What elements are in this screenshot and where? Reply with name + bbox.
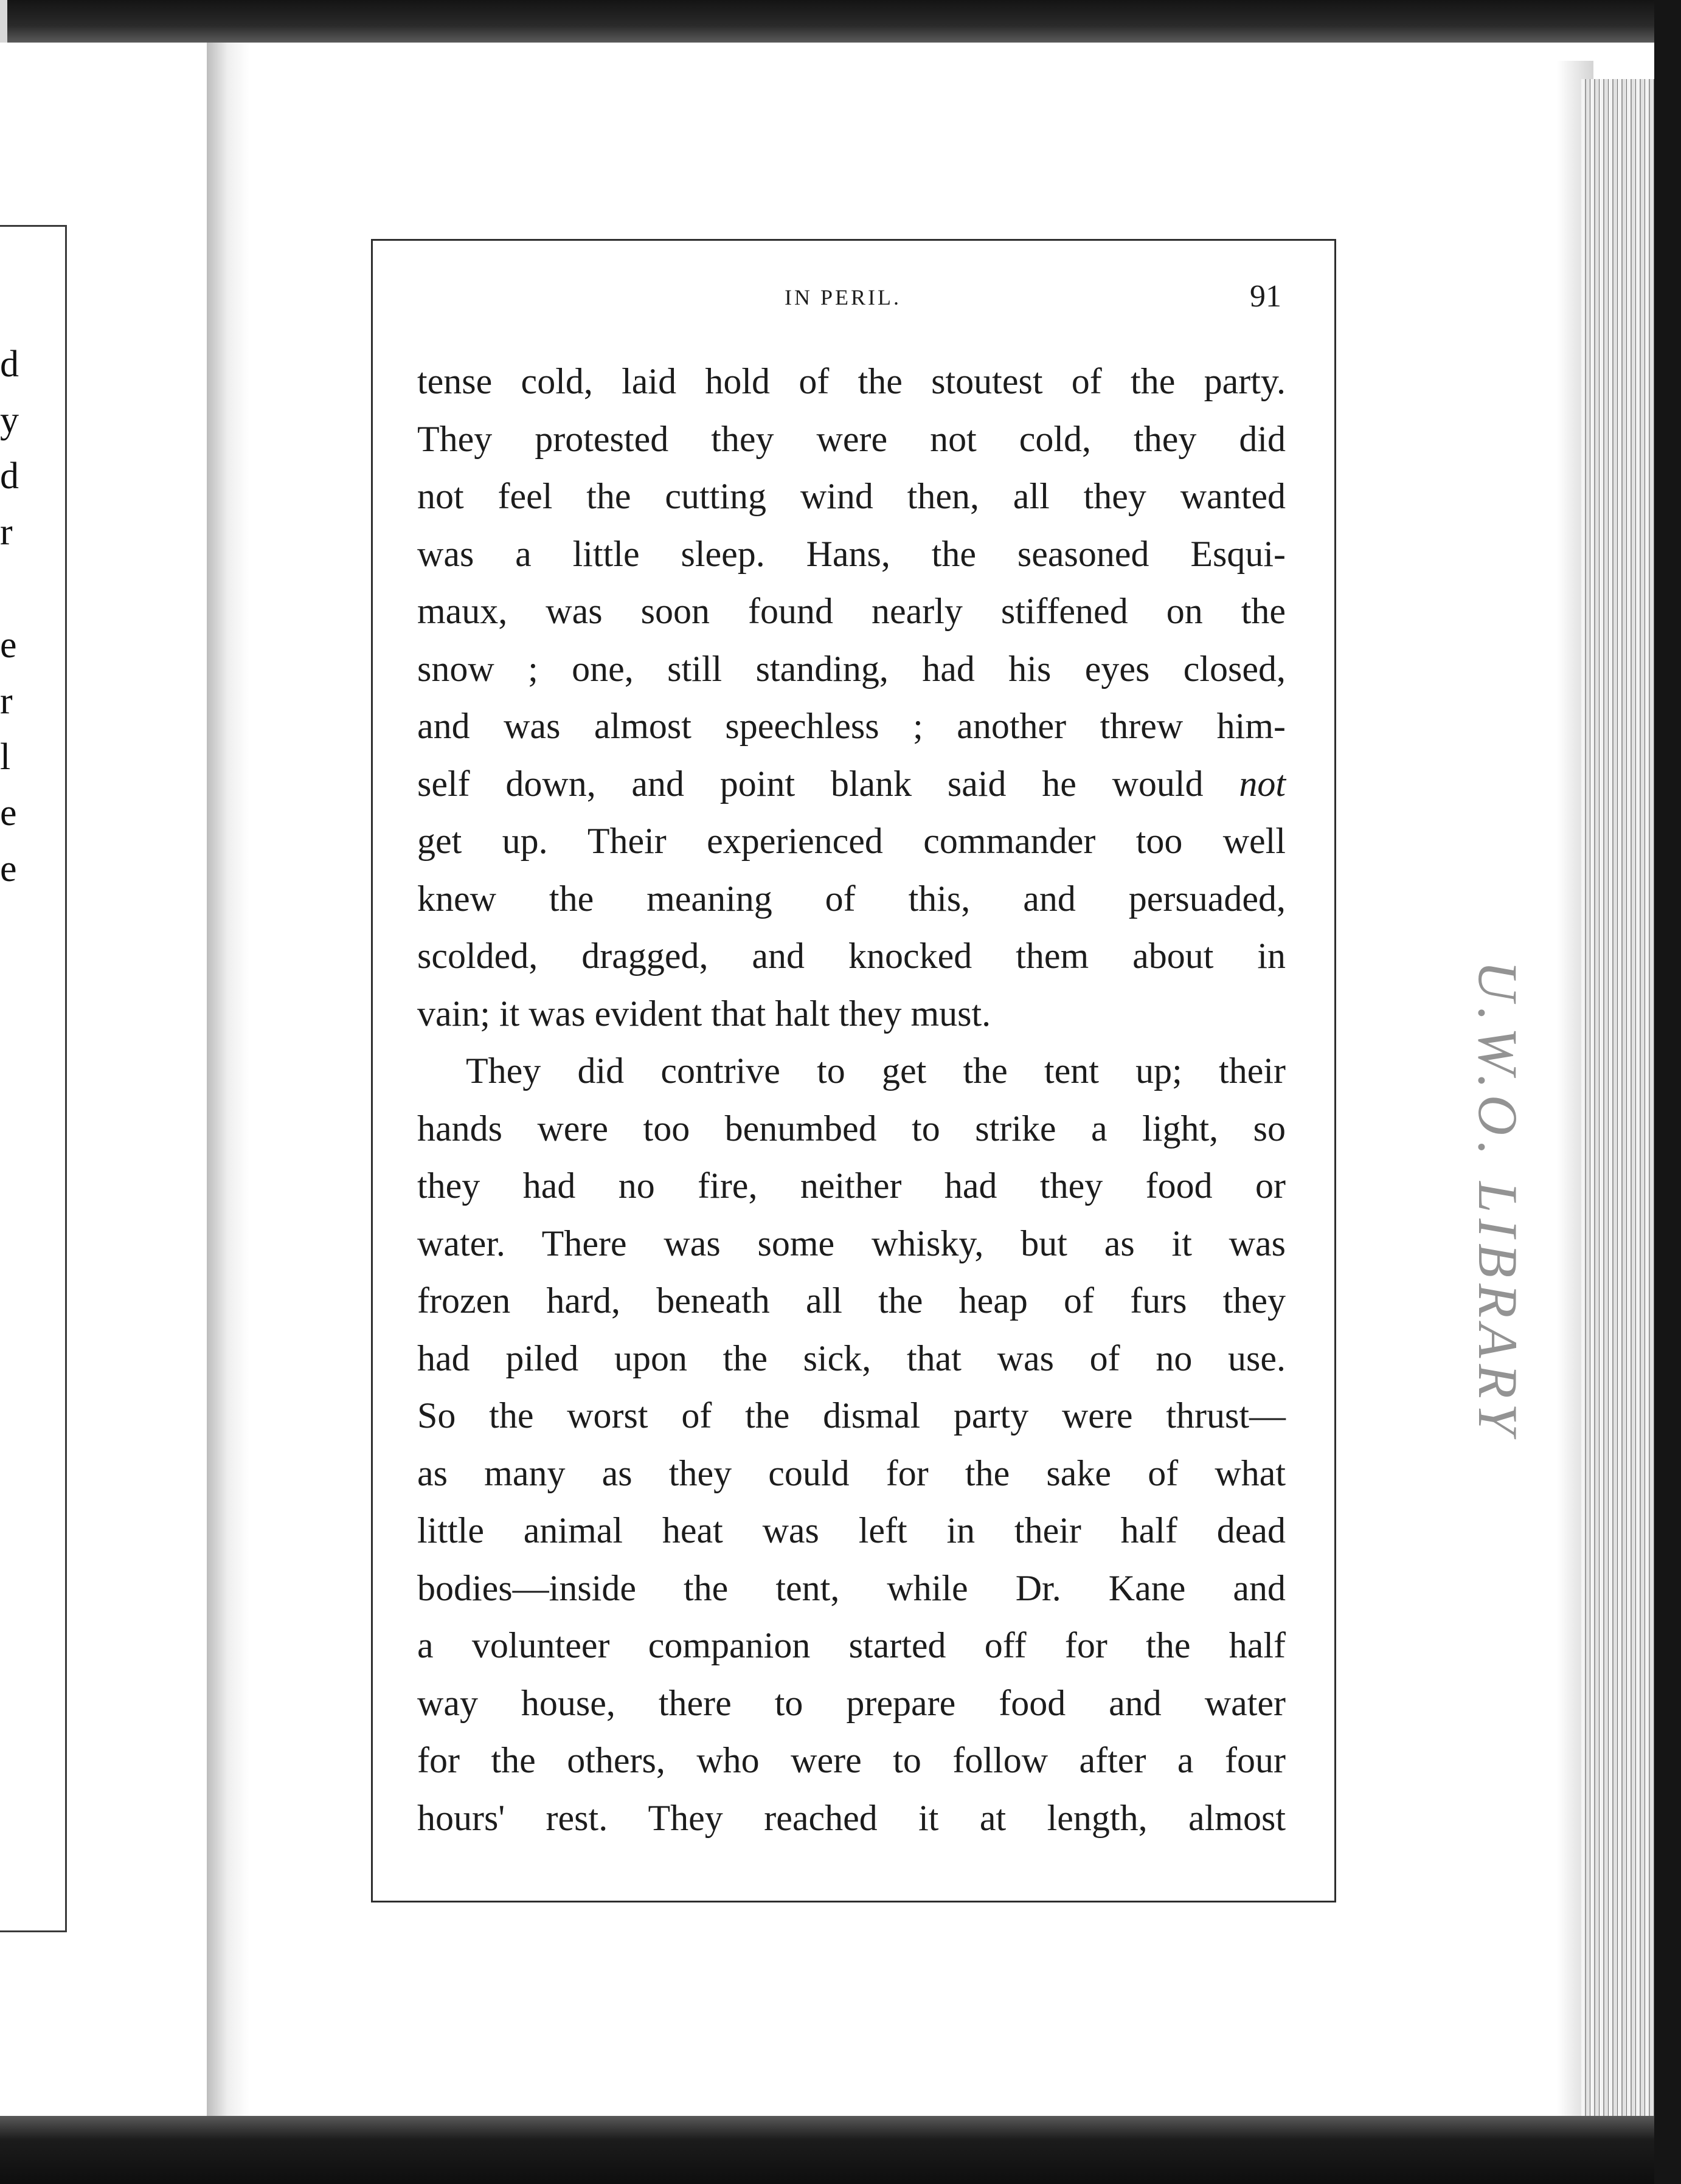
text-line: water. There was some whisky, but as it was xyxy=(417,1223,1286,1263)
text-line: maux, was soon found nearly stiffened on the xyxy=(417,591,1286,631)
text-line: snow ; one, still standing, had his eyes closed, xyxy=(417,648,1286,689)
text-line: scolded, dragged, and knocked them about in xyxy=(417,936,1286,976)
text-line: knew the meaning of this, and persuaded, xyxy=(417,878,1286,919)
text-line: bodies—inside the tent, while Dr. Kane and xyxy=(417,1567,1286,1608)
running-head: IN PERIL. xyxy=(785,285,901,309)
left-fragment: d xyxy=(0,344,19,385)
library-stamp: U.W.O. LIBRARY xyxy=(1467,961,1529,1441)
text-line: vain; it was evident that halt they must. xyxy=(417,993,991,1034)
text-line: hours' rest. They reached it at length, almost xyxy=(417,1797,1286,1838)
left-fragment: l xyxy=(0,736,11,778)
paragraph-2 xyxy=(417,1042,1286,1847)
text-line: frozen hard, beneath all the heap of furs they xyxy=(417,1280,1286,1321)
book-fore-edge xyxy=(1581,79,1654,2128)
scan-border-bottom xyxy=(0,2116,1681,2184)
text-line: way house, there to prepare food and water xyxy=(417,1682,1286,1723)
text-line: for the others, who were to follow after a four xyxy=(417,1740,1286,1780)
text-line: hands were too benumbed to strike a light, so xyxy=(417,1108,1286,1149)
text-line: had piled upon the sick, that was of no use. xyxy=(417,1338,1286,1378)
left-fragment: r xyxy=(0,511,13,553)
page-body-text xyxy=(417,353,1286,1847)
book-gutter xyxy=(207,43,249,2116)
scan-border-top xyxy=(0,0,1681,43)
text-line: They did contrive to get the tent up; their xyxy=(466,1051,1286,1091)
left-fragment: e xyxy=(0,624,17,666)
text-line: tense cold, laid hold of the stoutest of the party. xyxy=(417,361,1286,401)
text-line-start: self down, and point blank said he would xyxy=(417,763,1204,804)
left-fragment: r xyxy=(0,680,13,722)
text-line: a volunteer companion started off for the half xyxy=(417,1625,1286,1665)
text-line-with-emphasis xyxy=(417,755,1286,813)
left-fragment: d xyxy=(0,455,19,497)
text-line: So the worst of the dismal party were thrust— xyxy=(417,1395,1286,1436)
scan-border-right xyxy=(1654,0,1681,2184)
left-fragment: e xyxy=(0,792,17,834)
text-line: was a little sleep. Hans, the seasoned Esqui- xyxy=(417,533,1286,574)
text-line: and was almost speechless ; another threw him- xyxy=(417,706,1286,746)
text-line: get up. Their experienced commander too well xyxy=(417,821,1286,861)
emphasized-word: not xyxy=(1239,763,1286,804)
text-line: as many as they could for the sake of what xyxy=(417,1453,1286,1493)
page-number: 91 xyxy=(1250,279,1281,314)
text-line: little animal heat was left in their half dead xyxy=(417,1510,1286,1550)
left-fragment: e xyxy=(0,848,17,890)
text-line: not feel the cutting wind then, all they wanted xyxy=(417,476,1286,516)
text-line: they had no fire, neither had they food or xyxy=(417,1166,1286,1206)
left-fragment: y xyxy=(0,399,19,441)
text-line: They protested they were not cold, they did xyxy=(417,418,1286,459)
paragraph-1 xyxy=(417,353,1286,1042)
left-facing-page xyxy=(0,43,226,2116)
